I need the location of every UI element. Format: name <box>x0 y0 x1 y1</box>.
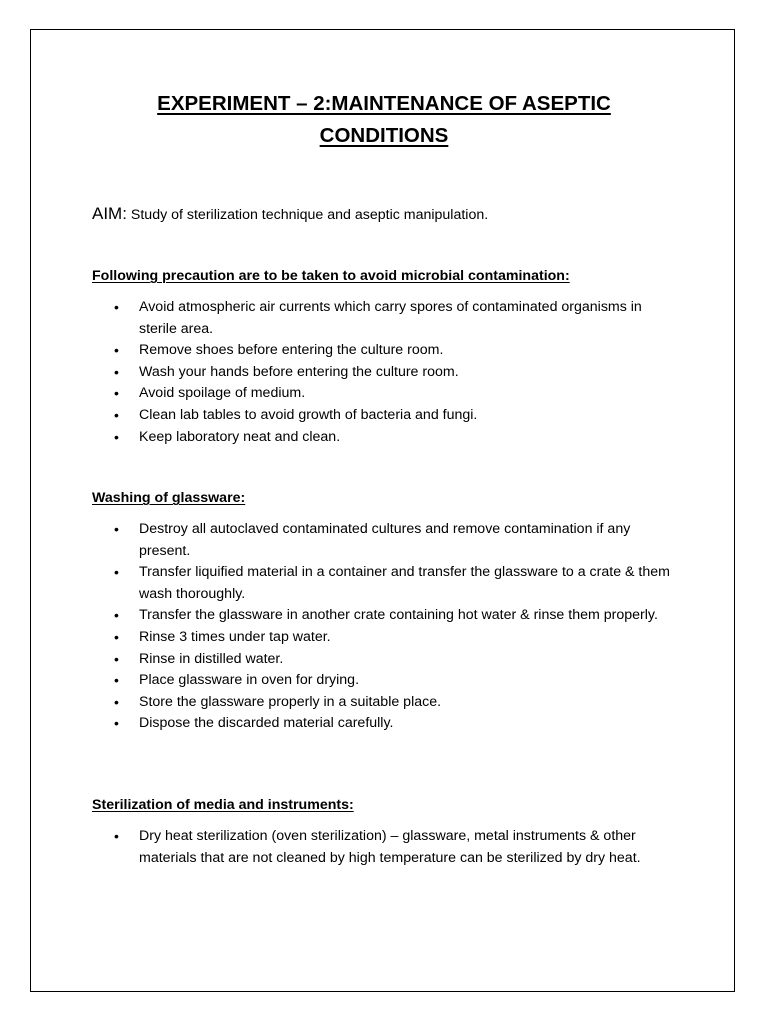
list-item <box>0 826 679 869</box>
aim-text: Study of sterilization technique and aseptic manipulation. <box>126 207 489 223</box>
list-item-text: Dispose the discarded material carefully. <box>139 715 394 732</box>
aim-statement <box>92 203 488 226</box>
list-item-text: Destroy all autoclaved contaminated cultures and remove contamination if any present. <box>139 521 631 559</box>
list-item-text: Clean lab tables to avoid growth of bacteria and fungi. <box>139 406 478 423</box>
list-item-text: Transfer the glassware in another crate containing hot water & rinse them properly. <box>139 607 658 624</box>
list-item <box>0 627 679 649</box>
list-item <box>0 649 679 671</box>
section-heading-sterilization: Sterilization of media and instruments: <box>92 797 354 813</box>
list-item-text: Rinse 3 times under tap water. <box>139 628 331 645</box>
list-item <box>0 519 679 562</box>
aim-label: AIM: <box>92 204 127 223</box>
bullet-icon: • <box>114 650 119 667</box>
bullet-icon: • <box>114 828 119 844</box>
bullet-icon: • <box>114 607 119 624</box>
bullet-icon: • <box>114 672 119 689</box>
list-item <box>0 605 679 627</box>
bullet-icon: • <box>114 715 119 732</box>
sterilization-list <box>0 826 768 869</box>
list-item <box>0 670 679 692</box>
list-item <box>0 383 679 405</box>
list-item <box>0 340 679 362</box>
washing-list <box>0 519 768 735</box>
bullet-icon: • <box>114 428 119 445</box>
page-title-line-2: CONDITIONS <box>319 124 449 147</box>
bullet-icon: • <box>114 406 119 423</box>
list-item-text: Wash your hands before entering the culture room. <box>139 363 459 380</box>
list-item-text: Remove shoes before entering the culture room. <box>139 342 444 359</box>
list-item <box>0 427 679 449</box>
list-item <box>0 562 679 605</box>
page-title-line-1: EXPERIMENT – 2:MAINTENANCE OF ASEPTIC <box>157 92 611 115</box>
list-item-text: Avoid atmospheric air currents which carry spores of contaminated organisms in sterile area. <box>139 299 642 337</box>
list-item <box>0 405 679 427</box>
section-heading-washing: Washing of glassware: <box>92 490 246 506</box>
bullet-icon: • <box>114 628 119 645</box>
list-item-text: Dry heat sterilization (oven sterilization) – glassware, metal instruments & other materials that are not cleaned by high temperature can be sterilized by dry heat. <box>139 828 641 866</box>
bullet-icon: • <box>114 299 119 315</box>
list-item-text: Avoid spoilage of medium. <box>139 385 306 402</box>
list-item <box>0 713 679 735</box>
list-item-text: Keep laboratory neat and clean. <box>139 428 341 445</box>
bullet-icon: • <box>114 385 119 402</box>
list-item <box>0 692 679 714</box>
list-item <box>0 362 679 384</box>
precautions-list <box>0 297 768 448</box>
list-item-text: Place glassware in oven for drying. <box>139 672 360 689</box>
bullet-icon: • <box>114 564 119 581</box>
bullet-icon: • <box>114 342 119 359</box>
bullet-icon: • <box>114 363 119 380</box>
section-heading-precautions: Following precaution are to be taken to avoid microbial contamination: <box>92 268 570 284</box>
list-item <box>0 297 679 340</box>
bullet-icon: • <box>114 521 119 537</box>
list-item-text: Transfer liquified material in a container and transfer the glassware to a crate & them wash thoroughly. <box>139 564 670 602</box>
bullet-icon: • <box>114 693 119 710</box>
list-item-text: Rinse in distilled water. <box>139 650 284 667</box>
list-item-text: Store the glassware properly in a suitable place. <box>139 693 442 710</box>
